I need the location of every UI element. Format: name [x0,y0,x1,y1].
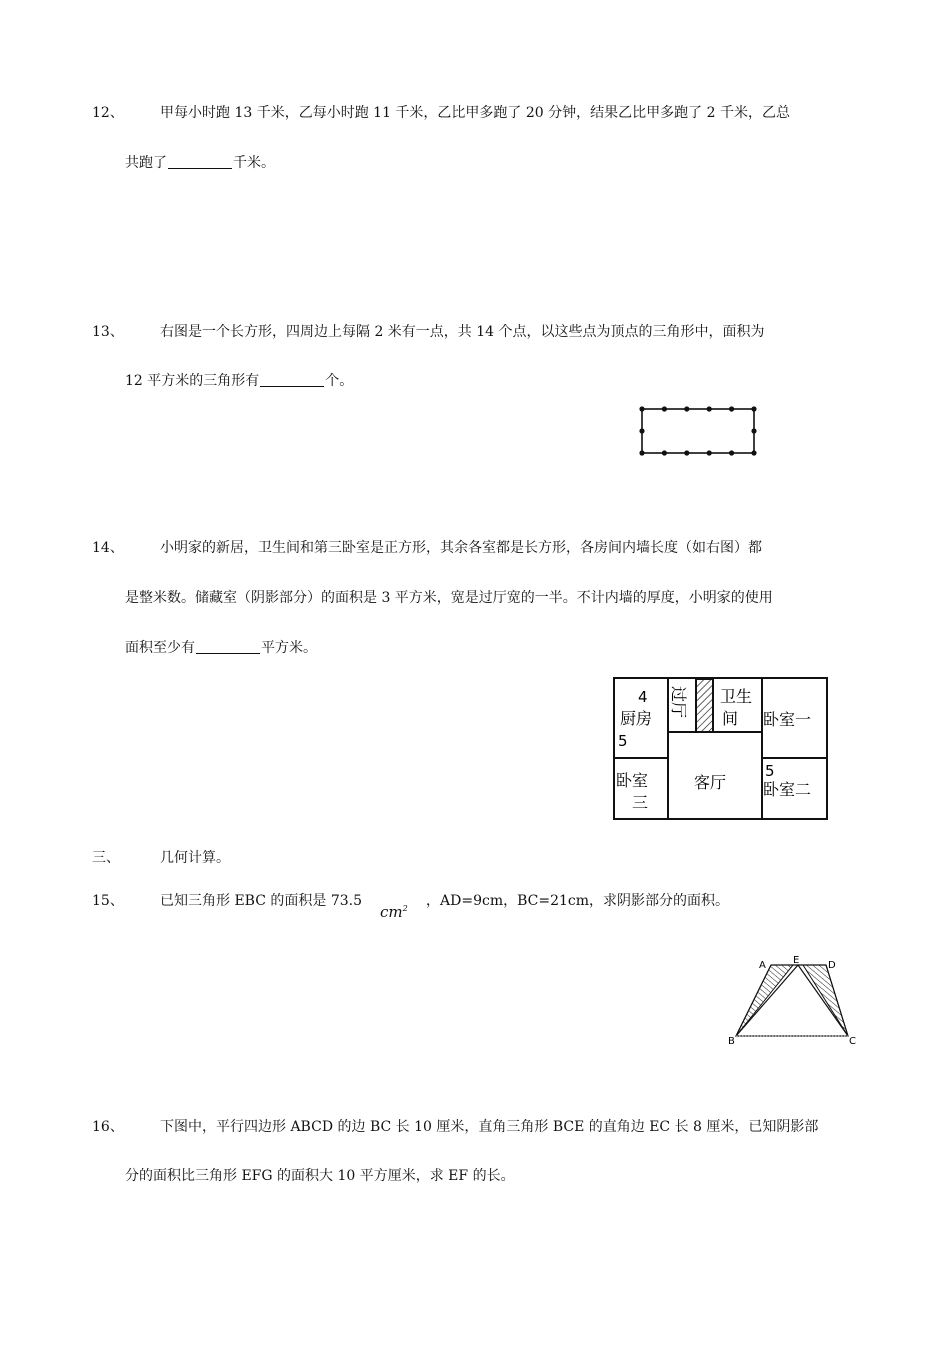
question-text-pre: 已知三角形 EBC 的面积是 73.5 [160,893,363,909]
kitchen-dimension-bottom: 5 [618,732,628,750]
question-text-line3 [125,637,317,657]
answer-blank[interactable] [260,372,324,387]
area-unit [380,903,408,921]
label-b: B [728,1036,735,1047]
label-d: D [828,960,836,971]
rectangle-points [639,406,756,455]
question-text: 12 平方米的三角形有 [125,373,260,389]
section-title: 几何计算。 [160,850,230,866]
question-number: 12、 [92,105,124,121]
unit-text: cm [380,903,403,921]
label-e: E [793,955,800,966]
hall-label: 过厅 [669,686,688,719]
label-c: C [849,1036,856,1047]
storage-room-hatched [696,679,713,732]
bedroom-two-label: 卧室二 [763,780,812,799]
question-text-line2: 分的面积比三角形 EFG 的面积大 10 平方厘米，求 EF 的长。 [125,1168,515,1184]
question-text-line1: 下图中，平行四边形 ABCD 的边 BC 长 10 厘米，直角三角形 BCE 的直角边 EC 长 8 厘米，已知阴影部 [160,1119,819,1135]
question-text-post: ，AD=9cm，BC=21cm，求阴影部分的面积。 [426,893,730,909]
question-text-line2 [125,370,353,390]
question-text-line1: 甲每小时跑 13 千米，乙每小时跑 11 千米，乙比甲多跑了 20 分钟，结果乙比甲多跑了 2 千米，乙总 [160,105,790,121]
bathroom-label-line2: 间 [722,709,739,728]
answer-blank[interactable] [196,639,260,654]
bathroom-label-line1: 卫生 [720,687,753,706]
bedroom-three-label-line2: 三 [632,793,649,812]
question-number: 16、 [92,1119,124,1135]
question-text: 共跑了 [125,155,167,171]
bedroom-two-dimension: 5 [765,762,775,780]
section-number: 三、 [92,850,120,866]
question-number: 13、 [92,324,124,340]
question-text: 千米。 [233,155,275,171]
question-text-line2: 是整米数。储藏室（阴影部分）的面积是 3 平方米，宽是过厅宽的一半。不计内墙的厚度，小明家的使用 [125,590,773,606]
rectangle-outline [642,409,754,453]
bedroom-one-label: 卧室一 [763,710,812,729]
question-number: 14、 [92,540,124,556]
question-text-line1: 右图是一个长方形，四周边上每隔 2 米有一点，共 14 个点，以这些点为顶点的三角形中，面积为 [160,324,765,340]
question-text: 平方米。 [261,640,317,656]
question-text: 个。 [325,373,354,389]
kitchen-dimension-top: 4 [638,688,648,706]
shaded-region-right [803,965,848,1036]
unit-superscript: 2 [402,904,408,913]
dotted-rectangle-figure [636,402,760,458]
answer-blank[interactable] [168,154,232,169]
question-text-line1: 小明家的新居，卫生间和第三卧室是正方形，其余各室都是长方形，各房间内墙长度（如右图）都 [160,540,762,556]
bedroom-three-label-line1: 卧室 [616,771,649,790]
question-text: 面积至少有 [125,640,195,656]
living-room-label: 客厅 [694,773,727,792]
kitchen-label: 厨房 [620,709,653,728]
label-a: A [759,960,766,971]
question-number: 15、 [92,893,124,909]
question-text-line2 [125,152,275,172]
triangle-trapezoid-figure [722,952,862,1048]
floor-plan-figure [610,674,832,824]
